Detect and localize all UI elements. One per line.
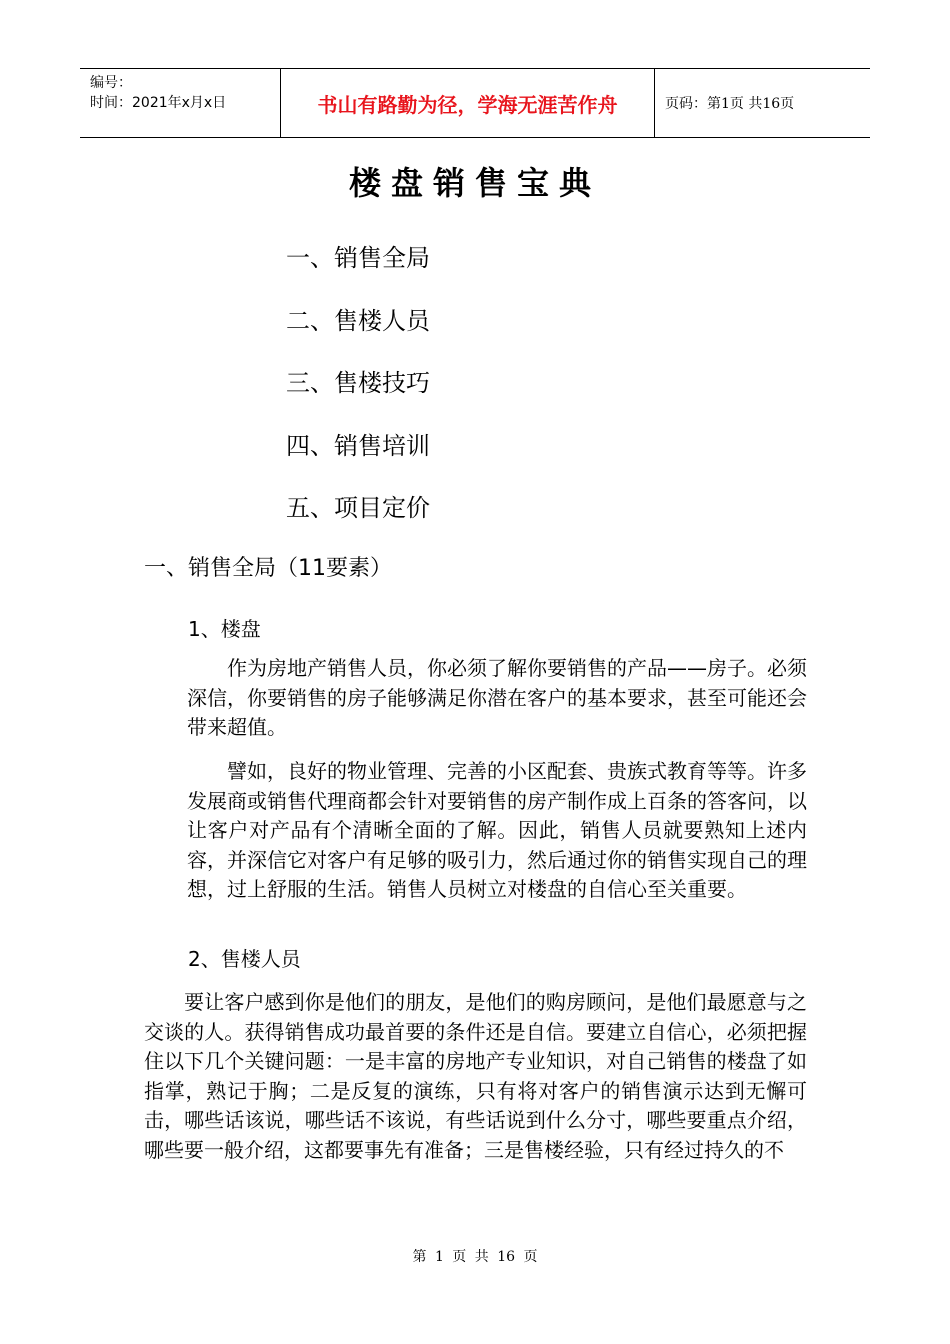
paragraph: 要让客户感到你是他们的朋友，是他们的购房顾问，是他们最愿意与之交谈的人。获得销售成功最首要的条件还是自信。要建立自信心，必须把握住以下几个关键问题：一是丰富的房地产专业知识，对自己销售的楼盘了如指掌，熟记于胸；二是反复的演练，只有将对客户的销售演示达到无懈可击，哪些话该说，哪些话不该说，有些话说到什么分寸，哪些要重点介绍，哪些要一般介绍，这都要事先有准备；三是售楼经验，只有经过持久的不	[144, 990, 807, 1162]
paragraph: 作为房地产销售人员，你必须了解你要销售的产品——房子。必须深信，你要销售的房子能够满足你潜在客户的基本要求，甚至可能还会带来超值。	[187, 656, 807, 739]
header-page-info: 页码：第1页 共16页	[665, 96, 795, 112]
toc-item: 三、售楼技巧	[286, 369, 430, 397]
section-heading: 一、销售全局（11要素）	[144, 556, 392, 581]
time-label: 时间：2021年x月x日	[90, 95, 227, 111]
page-header	[80, 68, 870, 138]
toc-item: 五、项目定价	[286, 494, 430, 522]
page-footer: 第 1 页 共 16 页	[412, 1249, 538, 1265]
toc-item: 二、售楼人员	[286, 306, 430, 335]
subsection-heading: 1、楼盘	[188, 617, 261, 641]
number-label: 编号：	[90, 75, 132, 91]
paragraph: 譬如，良好的物业管理、完善的小区配套、贵族式教育等等。许多发展商或销售代理商都会针对要销售的房产制作成上百条的答客问，以让客户对产品有个清晰全面的了解。因此，销售人员就要熟知上述内容，并深信它对客户有足够的吸引力，然后通过你的销售实现自己的理想，过上舒服的生活。销售人员树立对楼盘的自信心至关重要。	[187, 759, 807, 901]
toc-item: 一、销售全局	[286, 244, 430, 272]
toc-item: 四、销售培训	[286, 431, 430, 460]
header-motto: 书山有路勤为径，学海无涯苦作舟	[280, 69, 655, 137]
document-title: 楼盘销售宝典	[348, 164, 601, 202]
table-of-contents	[286, 238, 430, 551]
subsection-heading: 2、售楼人员	[188, 947, 301, 971]
header-meta	[80, 69, 280, 137]
